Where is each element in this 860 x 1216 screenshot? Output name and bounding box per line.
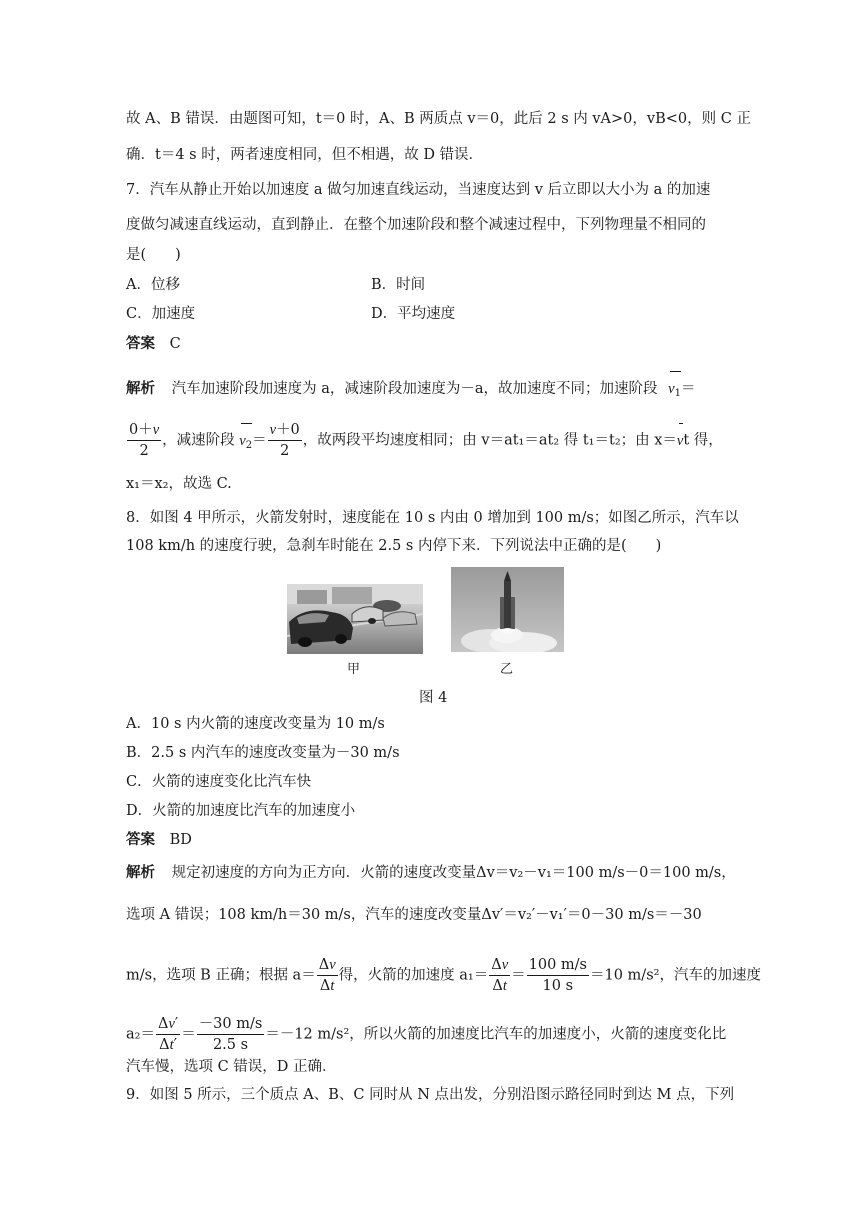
q7-stem-line-1: 7．汽车从静止开始以加速度 a 做匀加速直线运动，当速度达到 v 后立即以大小为 a 的加速 [126,182,711,198]
q8-fraction-a: $\frac{\Delta v}{\Delta t}$ [318,957,336,994]
q7-analysis-text-3: ，故两段平均速度相同；由 v＝at₁＝at₂ 得 t₁＝t₂；由 x＝ [302,432,677,449]
q8-analysis-line-3: m/s，选项 B 正确；根据 a＝ $\frac{\Delta v}{\Delta t}$ 得，火箭的加速度 a₁＝ $\frac{\Delta v}{\Delta t}$ ＝ $\frac{100 m/s}{10 s}$ ＝10 m/s²，汽车的加速度 [126,957,761,994]
q7-analysis-line-2: $\frac{0+v}{2}$ ，减速阶段 $v_2=$ $\frac{v+0}{2}$ ，故两段平均速度相同；由 v＝at₁＝at₂ 得 t₁＝t₂；由 x＝vt 得， [129,422,723,459]
q8-option-b: B．2.5 s 内汽车的速度改变量为－30 m/s [126,745,400,761]
q8-answer-label: 答案 [126,831,155,848]
q8-stem-line-1: 8．如图 4 甲所示，火箭发射时，速度能在 10 s 内由 0 增加到 100 m/s；如图乙所示，汽车以 [126,510,739,526]
q7-option-c: C．加速度 [126,306,196,322]
q8-answer [126,831,192,849]
q9-stem-line-1: 9．如图 5 所示，三个质点 A、B、C 同时从 N 点出发，分别沿图示路径同时到达 M 点，下列 [126,1087,735,1103]
car-photo-label: 甲 [347,662,361,677]
q8-option-d: D．火箭的加速度比汽车的加速度小 [126,803,356,819]
rocket-photo-label: 乙 [500,662,514,677]
q8-analysis-label: 解析 [126,864,155,881]
q7-answer-value: C [169,336,181,352]
q7-option-a: A．位移 [126,277,180,293]
q8-analysis-text-4a: a₂＝ [126,1026,155,1043]
q8-fraction-car-symbolic: $\frac{\Delta v'}{\Delta t'}$ [157,1016,179,1053]
car-photo [287,584,423,654]
q8-option-c: C．火箭的速度变化比汽车快 [126,774,312,790]
q7-stem-line-3: 是( ) [126,247,181,263]
q8-fraction-rocket: $\frac{100 m/s}{10 s}$ [528,957,587,994]
q8-stem-line-2: 108 km/h 的速度行驶，急刹车时能在 2.5 s 内停下来．下列说法中正确的是( ) [126,538,662,554]
q8-analysis-text-3b: 得，火箭的加速度 a₁＝ [338,967,489,984]
q7-analysis-text-4: t 得， [683,432,723,449]
q8-fraction-dv-dt: $\frac{\Delta v}{\Delta t}$ [491,957,509,994]
q8-analysis-line-4: a₂＝ $\frac{\Delta v'}{\Delta t'}$ ＝ $\frac{-30 m/s}{2.5 s}$ ＝－12 m/s²，所以火箭的加速度比汽车的加速度小，火箭的速度变化比 [126,1016,727,1053]
q7-analysis-text-2: ，减速阶段 [162,432,235,449]
q8-analysis-line-2: 选项 A 错误；108 km/h＝30 m/s，汽车的速度改变量Δv′＝v₂′－v₁′＝0－30 m/s＝－30 [126,907,702,923]
q7-fraction-2: $\frac{v+0}{2}$ [269,422,300,459]
q7-fraction-1: $\frac{0+v}{2}$ [129,422,160,459]
rocket-photo [451,567,564,652]
q8-analysis-text-3c: ＝10 m/s²，汽车的加速度 [590,967,761,984]
q8-fraction-car: $\frac{-30 m/s}{2.5 s}$ [198,1016,263,1053]
q7-avg-velocity-symbol-2: $v_2$ [239,432,252,455]
q8-analysis-line-5: 汽车慢，选项 C 错误，D 正确． [126,1059,337,1075]
prev-line-2: 确．t＝4 s 时，两者速度相同，但不相遇，故 D 错误． [126,147,484,163]
q7-analysis-line-3: x₁＝x₂，故选 C. [126,476,232,492]
q7-answer [126,335,181,353]
q7-analysis-text-1: 汽车加速阶段加速度为 a，减速阶段加速度为－a，故加速度不同；加速阶段 [171,381,658,397]
q7-option-d: D．平均速度 [371,306,456,322]
q8-analysis-text-3a: m/s，选项 B 正确；根据 a＝ [126,967,316,984]
q8-analysis-text-4b: ＝－12 m/s²，所以火箭的加速度比汽车的加速度小，火箭的速度变化比 [265,1026,727,1043]
q7-analysis-line-1: 解析 汽车加速阶段加速度为 a，减速阶段加速度为－a，故加速度不同；加速阶段 $v_1=$ [126,380,695,403]
q8-analysis-line-1 [126,864,736,882]
q7-avg-velocity-symbol: $v_1$ [668,380,681,403]
q7-option-b: B．时间 [371,277,426,293]
q8-answer-value: BD [169,832,192,848]
prev-line-1: 故 A、B 错误．由题图可知，t＝0 时，A、B 两质点 v＝0，此后 2 s 内 vA>0，vB<0，则 C 正 [126,111,751,127]
q7-analysis-label: 解析 [126,380,155,397]
q7-avg-velocity-symbol-3: v [676,432,684,449]
q7-answer-label: 答案 [126,335,155,352]
figure-caption: 图 4 [419,690,448,706]
q7-stem-line-2: 度做匀减速直线运动，直到静止．在整个加速阶段和整个减速过程中，下列物理量不相同的 [126,217,706,233]
q8-analysis-text-1: 规定初速度的方向为正方向．火箭的速度改变量Δv＝v₂－v₁＝100 m/s－0＝100 m/s， [171,865,736,881]
q8-option-a: A．10 s 内火箭的速度改变量为 10 m/s [126,716,385,732]
